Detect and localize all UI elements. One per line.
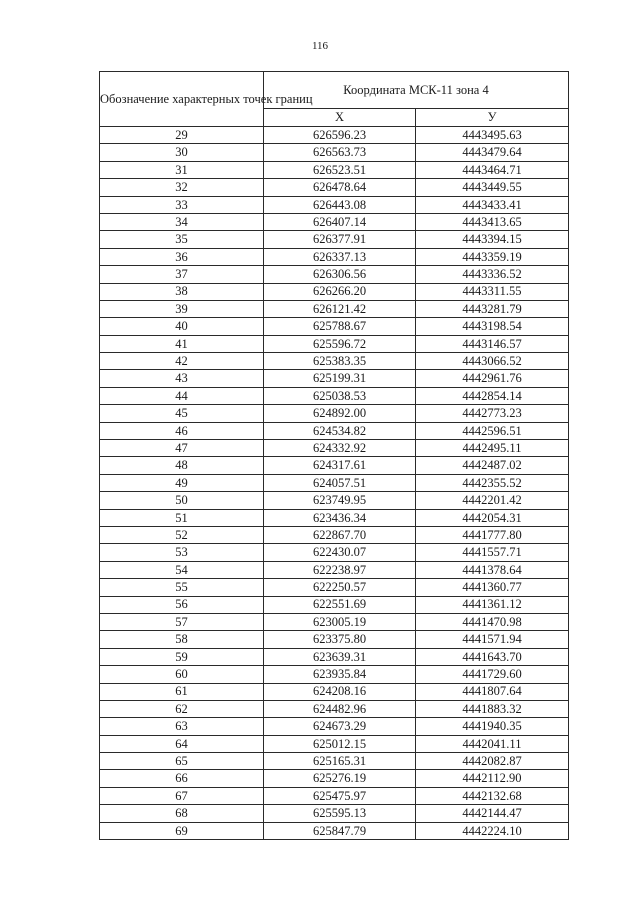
- point-number-cell: 50: [100, 492, 264, 509]
- x-coordinate-cell: 624892.00: [264, 405, 416, 422]
- x-coordinate-cell: 624057.51: [264, 474, 416, 491]
- point-number-cell: 42: [100, 353, 264, 370]
- x-coordinate-cell: 623935.84: [264, 666, 416, 683]
- x-coordinate-cell: 625788.67: [264, 318, 416, 335]
- table-row: [100, 596, 569, 613]
- y-coordinate-cell: 4441360.77: [416, 579, 569, 596]
- point-label-header: Обозначение характерных точек границ: [100, 72, 264, 127]
- table-body: [100, 127, 569, 840]
- x-coordinate-cell: 625475.97: [264, 787, 416, 804]
- y-coordinate-cell: 4442112.90: [416, 770, 569, 787]
- point-number-cell: 29: [100, 127, 264, 144]
- y-coordinate-cell: 4441470.98: [416, 613, 569, 630]
- x-coordinate-cell: 626563.73: [264, 144, 416, 161]
- y-coordinate-cell: 4441940.35: [416, 718, 569, 735]
- y-coordinate-cell: 4442082.87: [416, 753, 569, 770]
- table-row: [100, 805, 569, 822]
- y-coordinate-cell: 4443495.63: [416, 127, 569, 144]
- point-number-cell: 63: [100, 718, 264, 735]
- y-coordinate-cell: 4443394.15: [416, 231, 569, 248]
- x-coordinate-cell: 624317.61: [264, 457, 416, 474]
- x-column-header: X: [264, 109, 416, 127]
- y-coordinate-cell: 4442487.02: [416, 457, 569, 474]
- point-number-cell: 45: [100, 405, 264, 422]
- point-number-cell: 43: [100, 370, 264, 387]
- point-number-cell: 40: [100, 318, 264, 335]
- x-coordinate-cell: 622238.97: [264, 561, 416, 578]
- table-row: [100, 231, 569, 248]
- y-coordinate-cell: 4443146.57: [416, 335, 569, 352]
- y-coordinate-cell: 4441807.64: [416, 683, 569, 700]
- y-coordinate-cell: 4443066.52: [416, 353, 569, 370]
- x-coordinate-cell: 626523.51: [264, 161, 416, 178]
- point-number-cell: 62: [100, 700, 264, 717]
- point-number-cell: 37: [100, 266, 264, 283]
- y-coordinate-cell: 4441557.71: [416, 544, 569, 561]
- x-coordinate-cell: 625383.35: [264, 353, 416, 370]
- y-coordinate-cell: 4442144.47: [416, 805, 569, 822]
- point-number-cell: 69: [100, 822, 264, 839]
- x-coordinate-cell: 624534.82: [264, 422, 416, 439]
- x-coordinate-cell: 626306.56: [264, 266, 416, 283]
- y-coordinate-cell: 4443311.55: [416, 283, 569, 300]
- table-row: [100, 144, 569, 161]
- x-coordinate-cell: 624208.16: [264, 683, 416, 700]
- y-coordinate-cell: 4442224.10: [416, 822, 569, 839]
- x-coordinate-cell: 624332.92: [264, 440, 416, 457]
- y-coordinate-cell: 4441378.64: [416, 561, 569, 578]
- x-coordinate-cell: 626478.64: [264, 179, 416, 196]
- table-row: [100, 161, 569, 178]
- point-number-cell: 47: [100, 440, 264, 457]
- x-coordinate-cell: 626337.13: [264, 248, 416, 265]
- table-row: [100, 266, 569, 283]
- y-coordinate-cell: 4442961.76: [416, 370, 569, 387]
- point-number-cell: 46: [100, 422, 264, 439]
- coordinates-table: [99, 71, 569, 840]
- x-coordinate-cell: 622250.57: [264, 579, 416, 596]
- y-coordinate-cell: 4442132.68: [416, 787, 569, 804]
- point-number-cell: 44: [100, 387, 264, 404]
- x-coordinate-cell: 623436.34: [264, 509, 416, 526]
- y-coordinate-cell: 4443433.41: [416, 196, 569, 213]
- point-number-cell: 32: [100, 179, 264, 196]
- y-coordinate-cell: 4443479.64: [416, 144, 569, 161]
- table-row: [100, 579, 569, 596]
- point-number-cell: 58: [100, 631, 264, 648]
- point-number-cell: 64: [100, 735, 264, 752]
- x-coordinate-cell: 623639.31: [264, 648, 416, 665]
- x-coordinate-cell: 626121.42: [264, 300, 416, 317]
- point-number-cell: 31: [100, 161, 264, 178]
- page-number: 116: [311, 40, 329, 52]
- y-coordinate-cell: 4443281.79: [416, 300, 569, 317]
- x-coordinate-cell: 626407.14: [264, 213, 416, 230]
- table-row: [100, 422, 569, 439]
- table-row: [100, 787, 569, 804]
- x-coordinate-cell: 625276.19: [264, 770, 416, 787]
- point-number-cell: 53: [100, 544, 264, 561]
- point-number-cell: 60: [100, 666, 264, 683]
- table-row: [100, 700, 569, 717]
- table-row: [100, 666, 569, 683]
- y-coordinate-cell: 4441729.60: [416, 666, 569, 683]
- y-coordinate-cell: 4443336.52: [416, 266, 569, 283]
- table-row: [100, 753, 569, 770]
- table-row: [100, 318, 569, 335]
- table-row: [100, 474, 569, 491]
- point-number-cell: 34: [100, 213, 264, 230]
- point-number-cell: 68: [100, 805, 264, 822]
- x-coordinate-cell: 622867.70: [264, 526, 416, 543]
- y-coordinate-cell: 4442596.51: [416, 422, 569, 439]
- point-number-cell: 48: [100, 457, 264, 474]
- table-row: [100, 213, 569, 230]
- x-coordinate-cell: 625165.31: [264, 753, 416, 770]
- y-coordinate-cell: 4441571.94: [416, 631, 569, 648]
- table-row: [100, 405, 569, 422]
- x-coordinate-cell: 626443.08: [264, 196, 416, 213]
- y-coordinate-cell: 4442495.11: [416, 440, 569, 457]
- point-number-cell: 52: [100, 526, 264, 543]
- point-number-cell: 39: [100, 300, 264, 317]
- table-row: [100, 440, 569, 457]
- x-coordinate-cell: 624673.29: [264, 718, 416, 735]
- y-coordinate-cell: 4443198.54: [416, 318, 569, 335]
- point-number-cell: 49: [100, 474, 264, 491]
- point-number-cell: 61: [100, 683, 264, 700]
- x-coordinate-cell: 624482.96: [264, 700, 416, 717]
- table-row: [100, 179, 569, 196]
- table-row: [100, 248, 569, 265]
- x-coordinate-cell: 623375.80: [264, 631, 416, 648]
- x-coordinate-cell: 625199.31: [264, 370, 416, 387]
- y-coordinate-cell: 4442773.23: [416, 405, 569, 422]
- point-number-cell: 41: [100, 335, 264, 352]
- table-row: [100, 387, 569, 404]
- y-coordinate-cell: 4443359.19: [416, 248, 569, 265]
- y-coordinate-cell: 4442054.31: [416, 509, 569, 526]
- table-row: [100, 613, 569, 630]
- y-column-header: У: [416, 109, 569, 127]
- point-number-cell: 38: [100, 283, 264, 300]
- table-row: [100, 370, 569, 387]
- table-row: [100, 353, 569, 370]
- y-coordinate-cell: 4443464.71: [416, 161, 569, 178]
- x-coordinate-cell: 626377.91: [264, 231, 416, 248]
- point-number-cell: 59: [100, 648, 264, 665]
- table-row: [100, 544, 569, 561]
- x-coordinate-cell: 623749.95: [264, 492, 416, 509]
- y-coordinate-cell: 4441643.70: [416, 648, 569, 665]
- table-row: [100, 770, 569, 787]
- x-coordinate-cell: 626596.23: [264, 127, 416, 144]
- table-row: [100, 196, 569, 213]
- point-number-cell: 55: [100, 579, 264, 596]
- table-row: [100, 492, 569, 509]
- x-coordinate-cell: 625038.53: [264, 387, 416, 404]
- y-coordinate-cell: 4442201.42: [416, 492, 569, 509]
- table-row: [100, 718, 569, 735]
- table-row: [100, 631, 569, 648]
- table-row: [100, 822, 569, 839]
- table-row: [100, 561, 569, 578]
- point-number-cell: 35: [100, 231, 264, 248]
- point-number-cell: 36: [100, 248, 264, 265]
- point-number-cell: 66: [100, 770, 264, 787]
- x-coordinate-cell: 623005.19: [264, 613, 416, 630]
- x-coordinate-cell: 622430.07: [264, 544, 416, 561]
- point-number-cell: 30: [100, 144, 264, 161]
- point-number-cell: 56: [100, 596, 264, 613]
- y-coordinate-cell: 4442041.11: [416, 735, 569, 752]
- x-coordinate-cell: 625596.72: [264, 335, 416, 352]
- table-row: [100, 683, 569, 700]
- point-number-cell: 67: [100, 787, 264, 804]
- table-row: [100, 735, 569, 752]
- point-number-cell: 65: [100, 753, 264, 770]
- point-number-cell: 33: [100, 196, 264, 213]
- table-row: [100, 335, 569, 352]
- x-coordinate-cell: 626266.20: [264, 283, 416, 300]
- table-row: [100, 526, 569, 543]
- x-coordinate-cell: 622551.69: [264, 596, 416, 613]
- table-row: [100, 509, 569, 526]
- y-coordinate-cell: 4443449.55: [416, 179, 569, 196]
- point-number-cell: 51: [100, 509, 264, 526]
- point-number-cell: 57: [100, 613, 264, 630]
- y-coordinate-cell: 4441883.32: [416, 700, 569, 717]
- y-coordinate-cell: 4441361.12: [416, 596, 569, 613]
- y-coordinate-cell: 4443413.65: [416, 213, 569, 230]
- table-row: [100, 283, 569, 300]
- x-coordinate-cell: 625847.79: [264, 822, 416, 839]
- x-coordinate-cell: 625595.13: [264, 805, 416, 822]
- table-row: [100, 648, 569, 665]
- table-row: [100, 127, 569, 144]
- y-coordinate-cell: 4442854.14: [416, 387, 569, 404]
- table-row: [100, 457, 569, 474]
- y-coordinate-cell: 4441777.80: [416, 526, 569, 543]
- y-coordinate-cell: 4442355.52: [416, 474, 569, 491]
- point-number-cell: 54: [100, 561, 264, 578]
- x-coordinate-cell: 625012.15: [264, 735, 416, 752]
- table-row: [100, 300, 569, 317]
- coordinate-title-header: Координата МСК-11 зона 4: [264, 72, 569, 109]
